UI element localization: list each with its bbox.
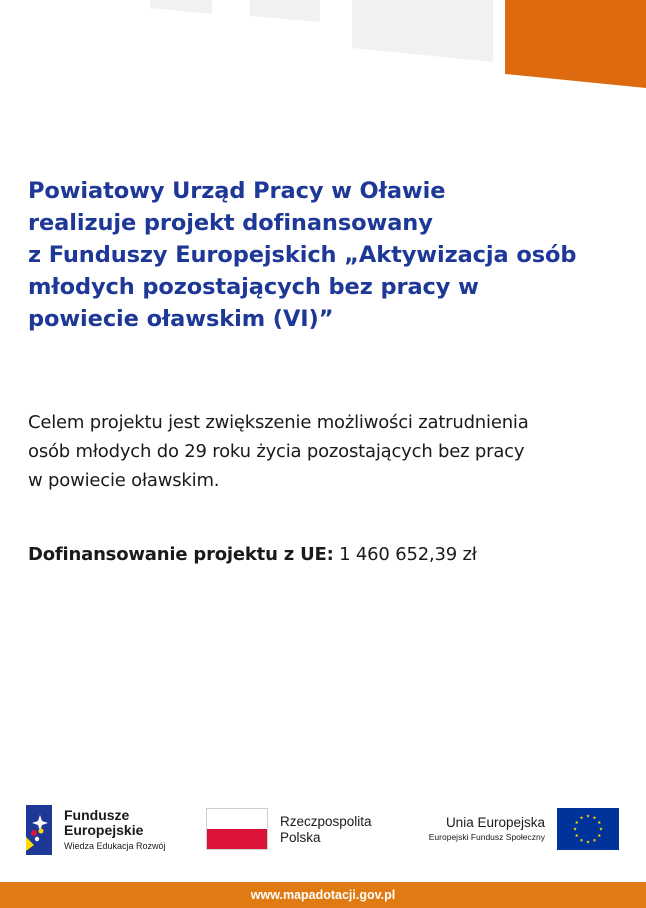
- ue-line1: Unia Europejska: [445, 815, 545, 830]
- fundusze-europejskie-logo-icon: [24, 801, 54, 857]
- header-decoration: [0, 0, 646, 100]
- logo-strip: [0, 798, 646, 868]
- title-line: młodych pozostających bez pracy w: [28, 274, 479, 300]
- description-line: w powiecie oławskim.: [28, 470, 220, 491]
- page-title: [28, 175, 628, 335]
- polska-line1: Rzeczpospolita: [280, 814, 372, 829]
- title-line: powiecie oławskim (VI)”: [28, 306, 334, 332]
- header-grey-block-1: [150, 0, 212, 14]
- unia-europejska-text: [400, 814, 545, 844]
- description-line: Celem projektu jest zwiększenie możliwości zatrudnienia: [28, 412, 529, 433]
- project-description: [28, 408, 628, 495]
- funding-label: Dofinansowanie projektu z UE:: [28, 544, 334, 565]
- title-line: z Funduszy Europejskich „Aktywizacja osób: [28, 242, 577, 268]
- footer-bar: [0, 882, 646, 908]
- description-line: osób młodych do 29 roku życia pozostających bez pracy: [28, 441, 525, 462]
- header-grey-block-3: [352, 0, 493, 62]
- footer-url: www.mapadotacji.gov.pl: [250, 888, 396, 902]
- polish-flag-icon: [206, 808, 268, 850]
- funding-info: [28, 540, 477, 569]
- eu-flag-icon: [557, 808, 619, 850]
- fundusze-europejskie-text: [64, 808, 166, 853]
- header-grey-block-2: [250, 0, 320, 22]
- ue-line2: Europejski Fundusz Społeczny: [428, 832, 545, 842]
- title-line: Powiatowy Urząd Pracy w Oławie: [28, 178, 446, 204]
- rzeczpospolita-polska-text: [280, 814, 372, 846]
- polska-line2: Polska: [280, 830, 321, 845]
- title-line: realizuje projekt dofinansowany: [28, 210, 433, 236]
- fundusze-line3: Wiedza Edukacja Rozwój: [64, 841, 166, 851]
- funding-amount: 1 460 652,39 zł: [339, 544, 477, 565]
- header-orange-block: [505, 0, 646, 88]
- fundusze-line1: Fundusze: [64, 807, 130, 823]
- fundusze-line2: Europejskie: [64, 822, 144, 838]
